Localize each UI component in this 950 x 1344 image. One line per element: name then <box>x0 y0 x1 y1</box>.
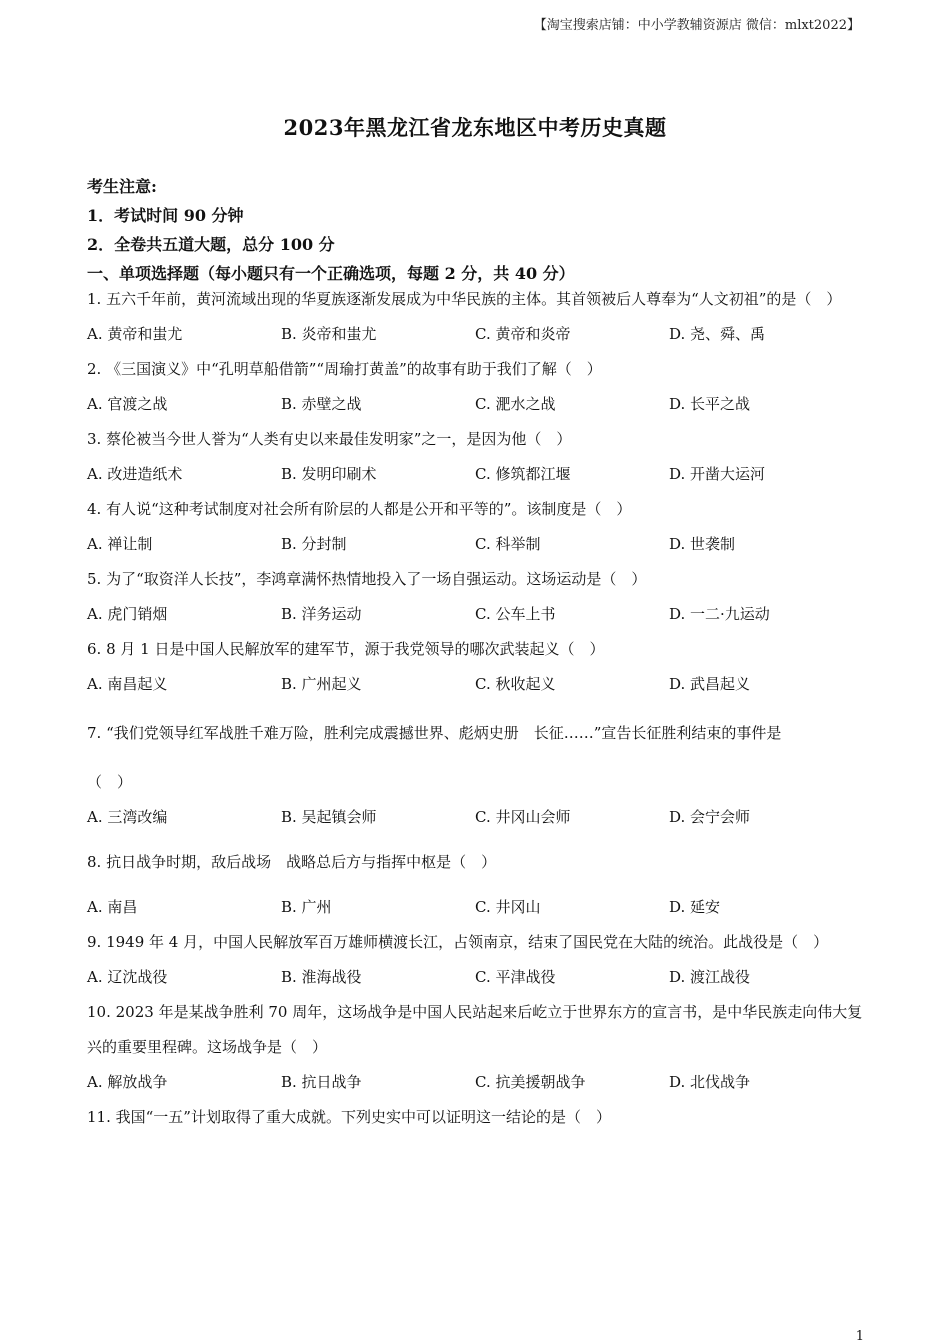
spacer <box>87 751 865 765</box>
question-8-options <box>87 890 865 925</box>
question-5-options <box>87 597 865 632</box>
notice-heading: 考生注意: <box>87 177 157 196</box>
option-a: A. 改进造纸术 <box>87 465 183 483</box>
option-a: A. 解放战争 <box>87 1073 168 1091</box>
option-b: B. 广州起义 <box>281 675 362 693</box>
option-a: A. 三湾改编 <box>87 808 168 826</box>
option-c: C. 秋收起义 <box>475 675 556 693</box>
option-d: D. 开凿大运河 <box>669 465 766 483</box>
question-7-blank: （ ） <box>87 773 133 791</box>
notice-item: 1．考试时间 90 分钟 <box>87 206 244 225</box>
option-d: D. 长平之战 <box>669 395 751 413</box>
notice-block <box>87 172 867 288</box>
option-d: D. 北伐战争 <box>669 1073 751 1091</box>
question-3-text: 3. 蔡伦被当今世人誉为“人类有史以来最佳发明家”之一，是因为他（ ） <box>87 430 572 448</box>
question-11-text: 11. 我国“一五”计划取得了重大成就。下列史实中可以证明这一结论的是（ ） <box>87 1108 611 1126</box>
option-b: B. 洋务运动 <box>281 605 362 623</box>
option-c: C. 平津战役 <box>475 968 556 986</box>
option-a: A. 黄帝和蚩尤 <box>87 325 183 343</box>
option-a: A. 禅让制 <box>87 535 153 553</box>
question-1-options <box>87 317 865 352</box>
option-d: D. 会宁会师 <box>669 808 751 826</box>
question-4-text: 4. 有人说“这种考试制度对社会所有阶层的人都是公开和平等的”。该制度是（ ） <box>87 500 632 518</box>
option-b: B. 炎帝和蚩尤 <box>281 325 377 343</box>
option-c: C. 科举制 <box>475 535 541 553</box>
option-c: C. 公车上书 <box>475 605 556 623</box>
question-list <box>87 282 865 1135</box>
question-2-options <box>87 387 865 422</box>
option-c: C. 井冈山 <box>475 898 541 916</box>
option-d: D. 尧、舜、禹 <box>669 325 766 343</box>
question-1-text: 1. 五六千年前，黄河流域出现的华夏族逐渐发展成为中华民族的主体。其首领被后人尊奉为“人文初祖”的是（ ） <box>87 290 842 308</box>
option-a: A. 南昌起义 <box>87 675 168 693</box>
question-5-text: 5. 为了“取资洋人长技”，李鸿章满怀热情地投入了一场自强运动。这场运动是（ ） <box>87 570 647 588</box>
option-b: B. 广州 <box>281 898 332 916</box>
question-7-options <box>87 800 865 835</box>
spacer <box>87 702 865 716</box>
option-d: D. 武昌起义 <box>669 675 751 693</box>
page-number: 1 <box>855 1329 864 1344</box>
option-a: A. 南昌 <box>87 898 138 916</box>
question-10-text: 10. 2023 年是某战争胜利 70 周年，这场战争是中国人民站起来后屹立于世界东方的宣言书，是中华民族走向伟大复兴的重要里程碑。这场战争是（ ） <box>87 1003 863 1056</box>
option-c: C. 修筑都江堰 <box>475 465 571 483</box>
notice-item: 2．全卷共五道大题，总分 100 分 <box>87 235 335 254</box>
question-6-options <box>87 667 865 702</box>
option-d: D. 渡江战役 <box>669 968 751 986</box>
option-a: A. 官渡之战 <box>87 395 168 413</box>
option-c: C. 井冈山会师 <box>475 808 571 826</box>
option-b: B. 吴起镇会师 <box>281 808 377 826</box>
header-note: 【淘宝搜索店铺：中小学教辅资源店 微信：mlxt2022】 <box>533 18 860 33</box>
option-c: C. 淝水之战 <box>475 395 556 413</box>
option-c: C. 抗美援朝战争 <box>475 1073 586 1091</box>
question-8-text: 8. 抗日战争时期，敌后战场 战略总后方与指挥中枢是（ ） <box>87 853 497 871</box>
question-7-text: 7. “我们党领导红军战胜千难万险，胜利完成震撼世界、彪炳史册 长征……”宣告长征胜利结束的事件是 <box>87 724 782 742</box>
spacer <box>87 880 865 890</box>
section-heading: 一、单项选择题（每小题只有一个正确选项，每题 2 分，共 40 分） <box>87 264 575 283</box>
option-a: A. 虎门销烟 <box>87 605 168 623</box>
question-6-text: 6. 8 月 1 日是中国人民解放军的建军节，源于我党领导的哪次武装起义（ ） <box>87 640 605 658</box>
option-b: B. 分封制 <box>281 535 347 553</box>
option-d: D. 世袭制 <box>669 535 736 553</box>
question-4-options <box>87 527 865 562</box>
option-b: B. 赤壁之战 <box>281 395 362 413</box>
option-c: C. 黄帝和炎帝 <box>475 325 571 343</box>
option-d: D. 延安 <box>669 898 721 916</box>
question-9-options <box>87 960 865 995</box>
option-b: B. 淮海战役 <box>281 968 362 986</box>
page-title: 2023年黑龙江省龙东地区中考历史真题 <box>283 115 667 140</box>
option-d: D. 一二·九运动 <box>669 605 770 623</box>
spacer <box>87 835 865 845</box>
question-10-options <box>87 1065 865 1100</box>
option-b: B. 抗日战争 <box>281 1073 362 1091</box>
option-b: B. 发明印刷术 <box>281 465 377 483</box>
question-3-options <box>87 457 865 492</box>
question-9-text: 9. 1949 年 4 月，中国人民解放军百万雄师横渡长江，占领南京，结束了国民党在大陆的统治。此战役是（ ） <box>87 933 829 951</box>
question-2-text: 2. 《三国演义》中“孔明草船借箭”“周瑜打黄盖”的故事有助于我们了解（ ） <box>87 360 602 378</box>
option-a: A. 辽沈战役 <box>87 968 168 986</box>
